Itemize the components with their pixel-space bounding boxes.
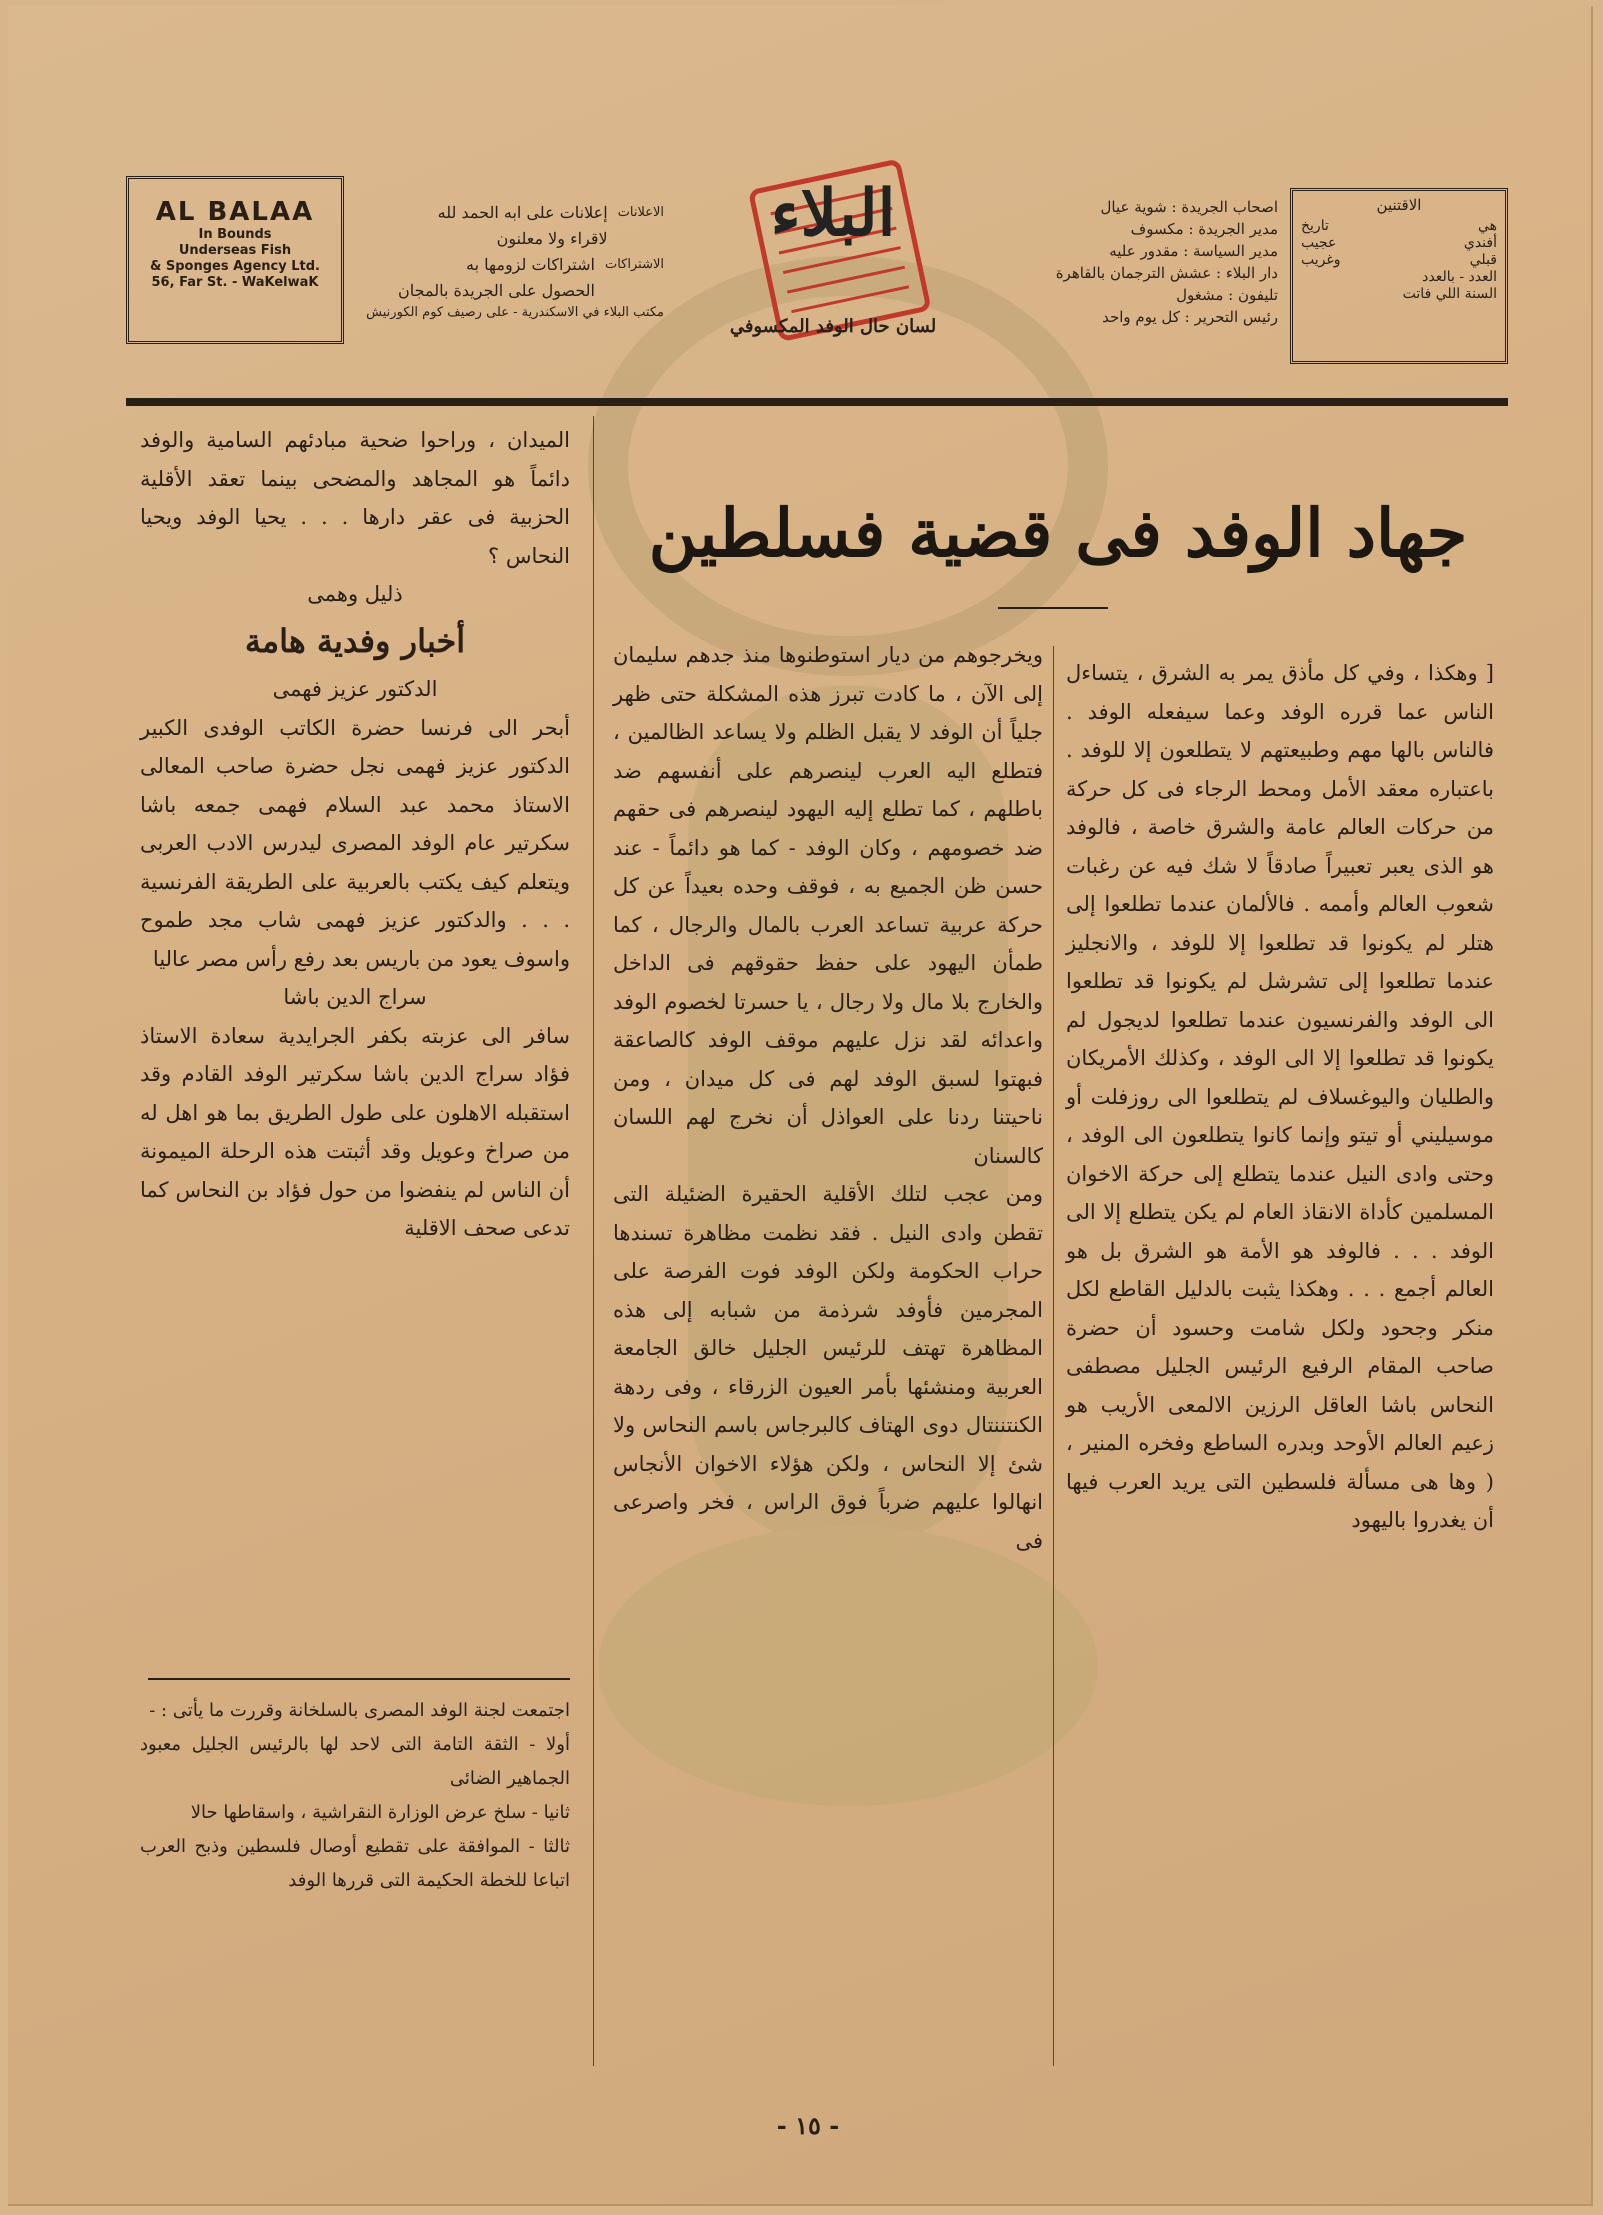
agency-line: & Sponges Agency Ltd. [150,259,320,274]
admin-line: اصحاب الجريدة : شوية عيال [1100,198,1278,216]
issue-cell: أفندي [1463,235,1497,251]
logo-title: البلاء [770,176,896,251]
ads-subscriptions [364,200,664,350]
newspaper-logo [698,156,978,376]
admin-line: تليفون : مشغول [1176,286,1278,304]
main-headline: جهاد الوفد فى قضية فسلطين [648,494,1468,572]
news-section-title: أخبار وفدية هامة [244,621,466,660]
ads-line: إعلانات على ابه الحمد لله [437,203,608,222]
agency-line: Underseas Fish [178,243,292,258]
masthead-rule [126,398,1508,406]
article-paragraph: ويخرجوهم من ديار استوطنوها منذ جدهم سليمان إلى الآن ، ما كادت تبرز هذه المشكلة حتى ظهر جلياً أن الوفد لا يقبل الظلم ولا يساعد الظالمين ، فتطلع اليه العرب لينصرهم على أنفسهم ضد باطلهم ، كما تطلع إليه اليهود لينصرهم فى حقهم ضد خصومهم ، وكان الوفد - كما هو دائماً - عند حسن ظن الجميع به ، فوقف وحده بعيداً عن كل حركة عربية تساعد العرب بالمال والرجال ، كما طمأن اليهود على حفظ حقوقهم فى الداخل والخارج بلا مال ولا رجال ، يا حسرتا لخصوم الوفد واعدائه لقد نزل عليهم موقف الوفد كالصاعقة فبهتوا لسبق الوفد لهم فى كل ميدان ، ومن ناحيتنا ردنا على العواذل أن نخرج لهم اللسان كالسنان [613,643,1043,1168]
decision-line: ثانيا - سلخ عرض الوزارة النقراشية ، واسقاطها حالا [190,1802,570,1823]
logo-tagline: لسان حال الوفد المكسوفي [729,316,937,337]
issue-row [1301,252,1497,269]
column-rule [593,416,594,2066]
issue-cell: وغريب [1301,252,1341,268]
office-address: مكتب البلاء في الاسكندرية - على رصيف كوم الكورنيش [366,305,664,320]
subs-label: الاشتراكات [604,257,664,272]
agency-box [126,176,344,344]
issue-cell: قبلي [1469,252,1497,268]
admin-line: مدير السياسة : مقدور عليه [1109,242,1278,260]
headline-underline [998,607,1108,609]
ads-line: لاقراء ولا معلنون [496,229,608,248]
admin-line: رئيس التحرير : كل يوم واحد [1102,308,1278,326]
article-column-left [140,421,570,1248]
agency-line: 56, Far St. - WaKelwaK [151,275,319,290]
issue-cell: عجيب [1301,235,1337,251]
issue-row [1301,235,1497,252]
section-divider [148,1678,570,1680]
agency-name: AL BALAA [155,197,315,227]
issue-info-box [1290,188,1508,364]
column-rule [1053,646,1054,2066]
issue-line: العدد - بالعدد [1422,269,1497,285]
page-number: - ١٥ - [776,2111,840,2140]
issue-row [1301,218,1497,235]
news-item-title: سراج الدين باشا [283,985,427,1009]
news-item-body: سافر الى عزبته بكفر الجرايدية سعادة الاستاذ فؤاد سراج الدين باشا سكرتير الوفد القادم وقد استقبله الاهلون على طول الطريق بما هو اهل له من صراخ وعويل وقد أثبتت هذه الرحلة الميمونة أن الناس لم ينفضوا من حول فؤاد بن النحاس كما تدعى صحف الاقلية [140,1023,570,1240]
decision-line: ثالثا - الموافقة على تقطيع أوصال فلسطين وذبح العرب اتباعا للخطة الحكيمة التى قررها الوفد [140,1836,570,1891]
decision-list [140,1694,570,1898]
issue-header: الاقتنين [1376,196,1422,214]
admin-info [998,196,1278,376]
article-column-right [1066,654,1494,1540]
article-paragraph: ومن عجب لتلك الأقلية الحقيرة الضئيلة التى تقطن وادى النيل . فقد نظمت مظاهرة تسندها حراب الحكومة ولكن الوفد فوت الفرصة على المجرمين فأوفد شرذمة من شبابه إلى هذه المظاهرة تهتف للرئيس الجليل خالق الجامعة العربية ومنشئها بأمر العيون الزرقاء ، وفى ردهة الكنتننتال دوى الهتاف كالبرجاس باسم النحاس ولا شئ إلا النحاس ، ولكن هؤلاء الاخوان الأنجاس انهالوا عليهم ضرباً فوق الراس ، فخر واصرعى فى [613,1182,1043,1553]
admin-line: دار البلاء : عشش الترجمان بالقاهرة [1055,264,1278,282]
news-item-body: أبحر الى فرنسا حضرة الكاتب الوفدى الكبير الدكتور عزيز فهمى نجل حضرة صاحب المعالى الاستاذ محمد عبد السلام فهمى جمعه باشا سكرتير عام الوفد المصرى ليدرس الادب العربى ويتعلم كيف يكتب بالعربية على الطريقة الفرنسية . . . والدكتور عزيز فهمى شاب مجد طموح واسوف يعود من باريس بعد رفع رأس مصر عاليا [140,715,570,971]
article-paragraph: الميدان ، وراحوا ضحية مبادئهم السامية والوفد دائماً هو المجاهد والمضحى بينما تعقد الأقلية الحزبية فى عقر دارها . . . يحيا الوفد ويحيا النحاس ؟ [140,428,570,568]
issue-cell: هي [1477,218,1497,234]
newspaper-page [8,6,1593,2206]
issue-line: السنة اللي فاتت [1402,286,1497,302]
subs-line: اشتراكات لزومها به [466,255,595,274]
decision-line: اجتمعت لجنة الوفد المصرى بالسلخانة وقررت ما يأتى : - [149,1700,570,1721]
issue-cell: تاريخ [1301,218,1329,234]
ads-label: الاعلانات [617,205,664,220]
admin-line: مدير الجريدة : مكسوف [1130,220,1278,238]
article-column-middle [613,636,1043,1560]
article-paragraph: [ وهكذا ، وفي كل مأذق يمر به الشرق ، يتساءل الناس عما قرره الوفد وعما سيفعله الوفد . فالناس بالها مهم وطبيعتهم لا يتطلعون إلا للوفد . باعتباره معقد الأمل ومحط الرجاء فى كل حركة من حركات العالم عامة والشرق خاصة ، فالوفد هو الذى يعبر تعبيراً صادقاً لا شك فيه عن رغبات شعوب العالم وأممه . فالألمان عندما تطلعوا إلى هتلر لم يكونوا قد تطلعوا إلا للوفد ، والانجليز عندما تطلعوا إلى تشرشل لم يكونوا قد تطلعوا الى الوفد والفرنسيون عندما تطلعوا لديجول لم يكونوا قد تطلعوا إلا الى الوفد ، وكذلك الأمريكان والطليان واليوغسلاف لم يتطلعوا الى روزفلت أو موسيليني أو تيتو وإنما كانوا يتطلعون الى الوفد ، وحتى وادى النيل عندما يتطلع إلى حركة الاخوان المسلمين كأداة الانقاذ العام لم يكن يتطلع إلا الى الوفد . . . فالوفد هو الأمة هو الشرق بل هو العالم أجمع . . . وهكذا يثبت بالدليل القاطع لكل منكر وجحود ولكل شامت وحسود أن حضرة صاحب المقام الرفيع الرئيس الجليل مصطفى النحاس باشا العاقل الرزين الالمعى الأريب هو زعيم العالم الأوحد وبدره الساطع وفخره المنير ، ( وها هى مسألة فلسطين التى يريد العرب فيها أن يغدروا باليهود [1066,661,1494,1532]
agency-line: In Bounds [198,227,272,242]
subs-line: الحصول على الجريدة بالمجان [398,281,595,300]
decision-line: أولا - الثقة التامة التى لاحد لها بالرئيس الجليل معبود الجماهير الضائى [140,1734,570,1789]
news-item-title: الدكتور عزيز فهمى [272,677,438,701]
author-signature: ذليل وهمى [307,582,403,606]
